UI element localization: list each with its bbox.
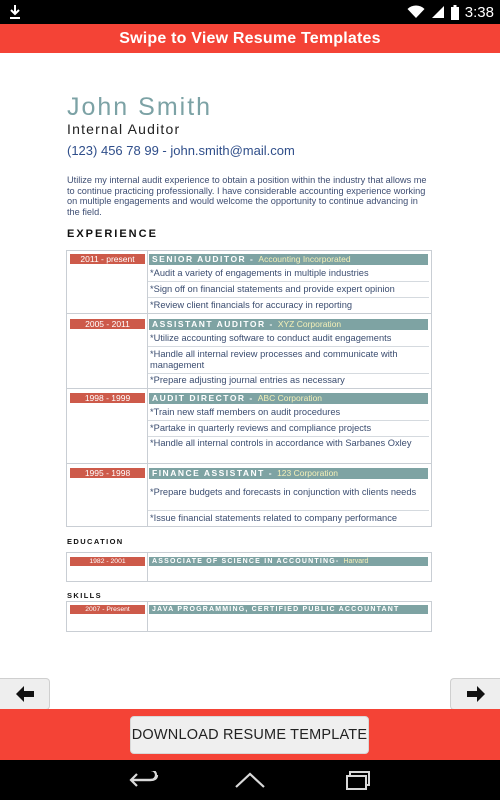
download-icon [8, 3, 22, 21]
recents-icon [345, 770, 371, 790]
resume-job-title: Internal Auditor [67, 121, 181, 137]
job-duty: *Train new staff members on audit procedures [150, 407, 341, 417]
job-org: 123 Corporation [277, 468, 339, 478]
skills-table [66, 601, 432, 632]
next-template-button[interactable] [450, 678, 500, 709]
status-time: 3:38 [464, 3, 494, 21]
title-bar [0, 24, 500, 53]
job-dates: 1995 - 1998 [70, 468, 145, 478]
education-table [66, 552, 432, 582]
resume-objective: Utilize my internal audit experience to obtain a position within the industry that allows me to continue practicing professionally. I have considerable accounting experience working on multiple engagements and would welcome the opportunity to continue advancing in the field. [67, 175, 427, 217]
experience-heading: EXPERIENCE [67, 228, 158, 240]
job-org: ABC Corporation [257, 393, 323, 403]
arrow-left-icon [16, 686, 34, 702]
job-duty: *Handle all internal controls in accordance with Sarbanes Oxley [150, 438, 412, 448]
education-bar [149, 557, 428, 566]
home-button[interactable] [232, 768, 268, 792]
job-dates: 2011 - present [70, 254, 145, 264]
job-dates: 2005 - 2011 [70, 319, 145, 329]
job-duty: *Issue financial statements related to company performance [150, 513, 398, 523]
arrow-right-icon [467, 686, 485, 702]
skills-text: JAVA PROGRAMMING, CERTIFIED PUBLIC ACCOUNTANT [152, 606, 400, 613]
job-role: SENIOR AUDITOR - [152, 254, 255, 264]
download-bar [0, 709, 500, 760]
status-bar [0, 0, 500, 24]
wifi-icon [407, 5, 425, 19]
job-duty: *Prepare adjusting journal entries as necessary [150, 375, 345, 385]
job-duty: *Sign off on financial statements and provide expert opinion [150, 284, 395, 294]
job-org: Accounting Incorporated [258, 254, 351, 264]
job-org: XYZ Corporation [277, 319, 342, 329]
job-dates: 1998 - 1999 [70, 393, 145, 403]
home-icon [234, 771, 266, 789]
navigation-bar [0, 760, 500, 800]
signal-icon [431, 5, 445, 19]
skills-heading: SKILLS [67, 591, 103, 600]
job-role-bar [149, 254, 428, 265]
job-role-bar [149, 319, 428, 330]
job-role: AUDIT DIRECTOR - [152, 393, 254, 403]
job-role-bar [149, 393, 428, 404]
job-role: ASSISTANT AUDITOR - [152, 319, 274, 329]
education-dates: 1982 - 2001 [70, 557, 145, 566]
skills-bar [149, 605, 428, 614]
job-role-bar [149, 468, 428, 479]
resume-contact: (123) 456 78 99 - john.smith@mail.com [67, 143, 295, 158]
skills-dates: 2007 - Present [70, 605, 145, 614]
resume-preview[interactable] [0, 53, 500, 709]
job-duty: *Handle all internal review processes and communicate with management [150, 349, 398, 370]
job-duty: *Partake in quarterly reviews and compliance projects [150, 423, 372, 433]
download-resume-button[interactable]: DOWNLOAD RESUME TEMPLATE [130, 716, 369, 754]
job-duty: *Review client financials for accuracy in reporting [150, 300, 353, 310]
education-heading: EDUCATION [67, 537, 124, 546]
education-school: Harvard [343, 558, 369, 565]
resume-name: John Smith [67, 93, 213, 121]
back-button[interactable] [126, 768, 162, 792]
job-role: FINANCE ASSISTANT - [152, 468, 274, 478]
job-duty: *Audit a variety of engagements in multiple industries [150, 268, 369, 278]
battery-icon [451, 5, 459, 20]
recents-button[interactable] [340, 768, 376, 792]
job-duty: *Utilize accounting software to conduct audit engagements [150, 333, 392, 343]
app-title: Swipe to View Resume Templates [119, 29, 381, 47]
back-icon [129, 771, 159, 789]
previous-template-button[interactable] [0, 678, 50, 709]
education-degree: ASSOCIATE OF SCIENCE IN ACCOUNTING- [152, 558, 340, 565]
job-duty: *Prepare budgets and forecasts in conjunction with clients needs [150, 487, 417, 497]
experience-table [66, 250, 432, 527]
